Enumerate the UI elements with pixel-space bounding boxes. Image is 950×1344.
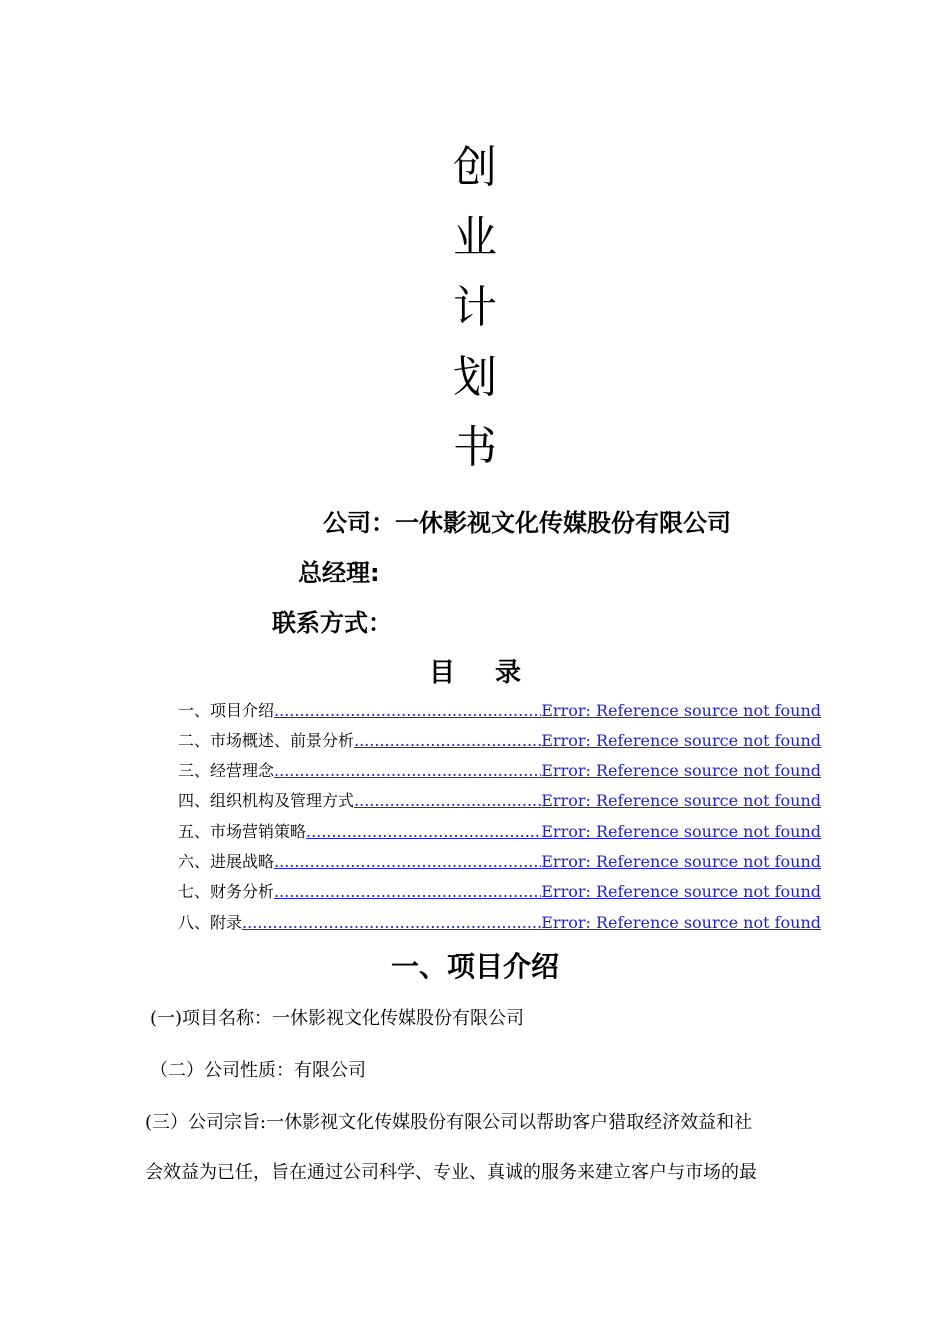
toc-leader [354,730,541,752]
toc-leader [242,912,541,934]
toc-entry-label: 三、经营理念 [178,761,275,780]
toc-entry-link[interactable]: Error: Reference source not found [541,761,821,780]
toc-entry-link[interactable]: Error: Reference source not found [541,882,821,901]
company-nature-item: （二）公司性质：有限公司 [150,1060,366,1081]
toc-entry-label: 五、市场营销策略 [178,822,307,841]
toc-entry-label: 七、财务分析 [178,882,275,901]
toc-entry[interactable] [178,760,821,782]
toc-leader [354,790,541,812]
toc-entry-label: 四、组织机构及管理方式 [178,791,355,810]
toc-entry-link[interactable]: Error: Reference source not found [541,791,821,810]
toc-entry-label: 六、进展战略 [178,852,275,871]
toc-leader [274,851,541,873]
toc-entry[interactable] [178,700,821,722]
toc-entry-label: 二、市场概述、前景分析 [178,731,355,750]
toc-leader [274,760,541,782]
company-line: 公司：一休影视文化传媒股份有限公司 [323,509,731,537]
cover-title-char: 划 [453,352,497,403]
toc-leader [274,700,541,722]
toc-entry-link[interactable]: Error: Reference source not found [541,731,821,750]
cover-title-char: 书 [453,422,497,473]
toc-entry-label: 一、项目介绍 [178,701,275,720]
section-heading: 一、项目介绍 [390,950,559,983]
toc-entry-link[interactable]: Error: Reference source not found [541,701,821,720]
cover-title-char: 业 [453,212,497,263]
toc-heading: 目 录 [428,658,522,688]
toc-leader [306,821,541,843]
toc-entry[interactable] [178,730,821,752]
toc-entry-link[interactable]: Error: Reference source not found [541,852,821,871]
contact-line: 联系方式： [272,609,392,637]
toc-entry[interactable] [178,912,821,934]
toc-entry-link[interactable]: Error: Reference source not found [541,822,821,841]
toc-entry-link[interactable]: Error: Reference source not found [541,913,821,932]
cover-title-char: 计 [453,282,497,333]
toc-leader [274,881,541,903]
company-purpose-line: (三）公司宗旨:一休影视文化传媒股份有限公司以帮助客户猎取经济效益和社 [145,1112,753,1133]
toc-entry[interactable] [178,851,821,873]
toc-entry[interactable] [178,821,821,843]
cover-title-char: 创 [453,142,497,193]
toc-entry-label: 八、附录 [178,913,243,932]
company-purpose-line: 会效益为已任，旨在通过公司科学、专业、真诚的服务来建立客户与市场的最 [145,1162,757,1183]
toc-entry[interactable] [178,790,821,812]
manager-line: 总经理: [298,559,380,587]
toc-entry[interactable] [178,881,821,903]
project-name-item: (一)项目名称：一休影视文化传媒股份有限公司 [150,1008,525,1029]
